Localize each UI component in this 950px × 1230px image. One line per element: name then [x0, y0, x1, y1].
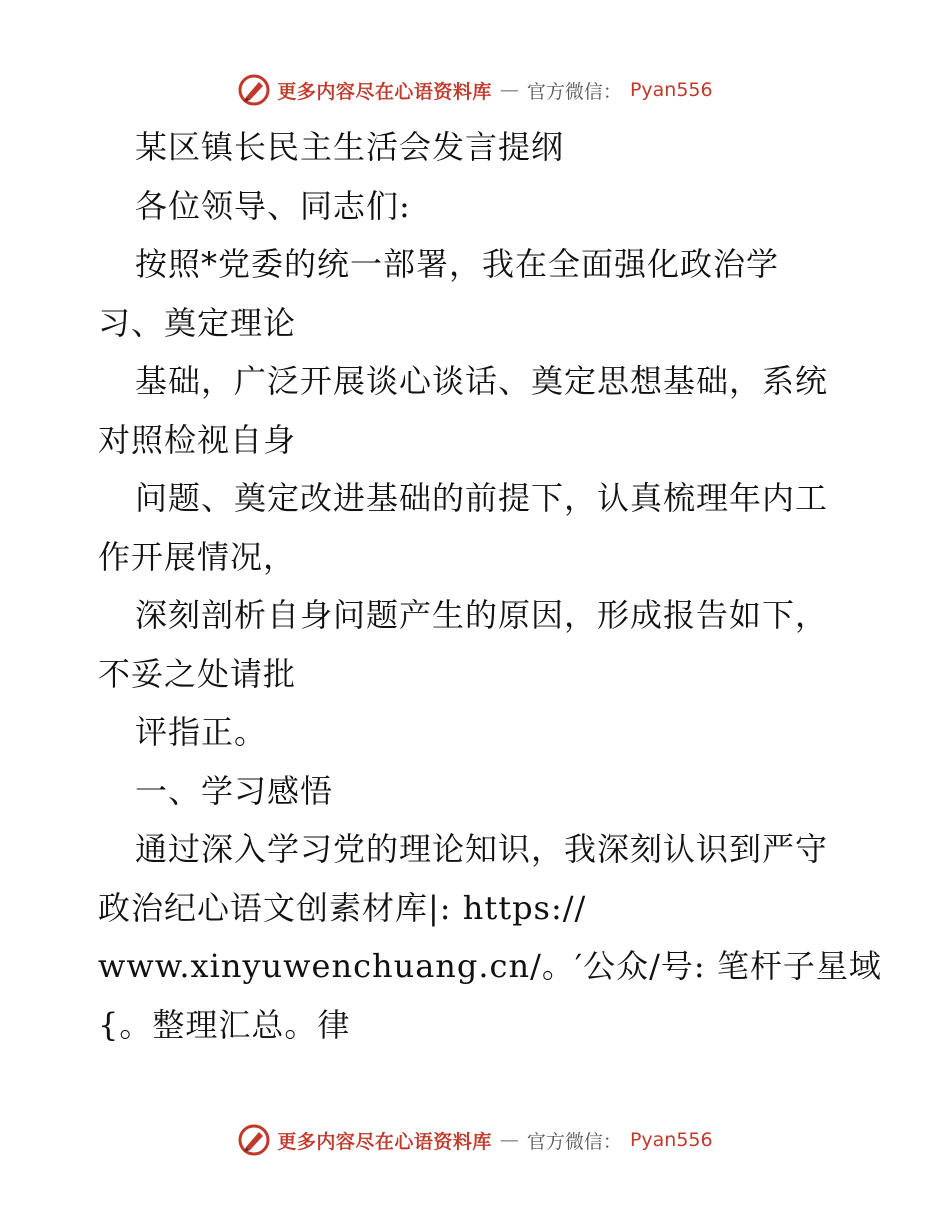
header-banner — [0, 70, 950, 110]
section-heading: 一、学习感悟 — [135, 771, 334, 810]
paragraph-line: 对照检视自身 — [98, 420, 297, 459]
banner-wechat-label: 官方微信： — [526, 80, 622, 103]
paragraph-line: 基础，广泛开展谈心谈话、奠定思想基础，系统 — [135, 362, 829, 400]
banner-text: 更多内容尽在心语资料库 — [277, 1130, 492, 1153]
banner-dash: — — [499, 79, 519, 101]
brand-logo-icon — [237, 73, 271, 107]
paragraph-line: 作开展情况， — [98, 537, 297, 576]
paragraph-line: 问题、奠定改进基础的前提下，认真梳理年内工 — [135, 479, 829, 517]
brand-logo-icon — [237, 1123, 271, 1157]
salutation: 各位领导、同志们: — [135, 186, 411, 225]
paragraph-line: 通过深入学习党的理论知识，我深刻认识到严守 — [135, 830, 829, 868]
paragraph-line: {。整理汇总。律 — [98, 1005, 351, 1044]
paragraph-line: 不妥之处请批 — [98, 654, 297, 693]
banner-wechat-id: Pyan556 — [629, 1129, 713, 1151]
paragraph-line: www.xinyuwenchuang.cn/。′公众/号: 笔杆子星域 — [98, 947, 882, 985]
banner-wechat-label: 官方微信： — [526, 1130, 622, 1153]
document-title: 某区镇长民主生活会发言提纲 — [135, 128, 565, 166]
paragraph-line: 评指正。 — [135, 713, 268, 751]
document-body — [98, 118, 882, 1054]
paragraph-line: 深刻剖析自身问题产生的原因，形成报告如下， — [135, 596, 829, 634]
banner-text: 更多内容尽在心语资料库 — [277, 80, 492, 103]
paragraph-line: 政治纪心语文创素材库|: https:// — [98, 888, 587, 927]
paragraph-line: 按照*党委的统一部署，我在全面强化政治学 — [135, 245, 780, 283]
paragraph-line: 习、奠定理论 — [98, 303, 297, 342]
banner-wechat-id: Pyan556 — [629, 79, 713, 101]
banner-dash: — — [499, 1129, 519, 1151]
footer-banner — [0, 1120, 950, 1160]
